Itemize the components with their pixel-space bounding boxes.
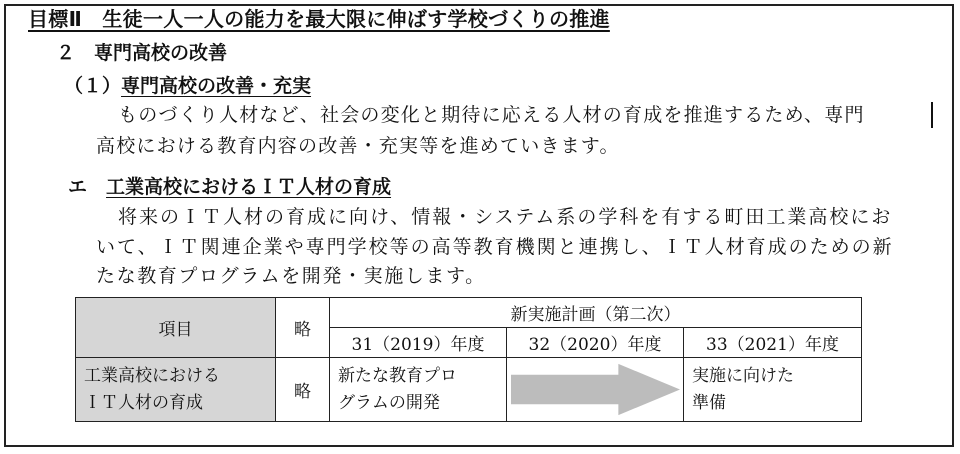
subsection-title: 専門高校の改善・充実 [121, 75, 312, 97]
item-text-line-3: たな教育プログラムを開発・実施します。 [96, 265, 486, 287]
row-2019-line-2: グラムの開発 [338, 392, 440, 413]
row-2020-cell [507, 358, 684, 422]
item-heading [68, 178, 391, 197]
row-2021-cell [684, 358, 862, 422]
row-2019-cell [330, 358, 507, 422]
header-plan: 新実施計画（第二次） [330, 298, 862, 328]
subsection-text-line-2: 高校における教育内容の改善・充実等を進めていきます。 [96, 135, 620, 157]
header-year-2020: 32（2020）年度 [507, 328, 684, 358]
section-heading: ２ 専門高校の改善 [56, 42, 228, 64]
row-abbr: 略 [276, 358, 330, 422]
item-text-line-2: いて、ＩＴ関連企業や専門学校等の高等教育機関と連携し、ＩＴ人材育成のための新 [96, 236, 894, 258]
plan-table [75, 297, 862, 422]
row-item-line-1: 工業高校における [84, 366, 220, 387]
item-title: 工業高校におけるＩＴ人材の育成 [106, 176, 392, 198]
item-label: エ [68, 176, 88, 198]
subsection-heading [64, 77, 311, 96]
goal-heading: 目標Ⅱ 生徒一人一人の能力を最大限に伸ばす学校づくりの推進 [28, 7, 610, 31]
header-year-2019: 31（2019）年度 [330, 328, 507, 358]
row-item-cell [76, 358, 276, 422]
text-cursor [931, 102, 933, 128]
row-item-line-2: ＩＴ人材の育成 [84, 392, 203, 413]
header-year-2021: 33（2021）年度 [684, 328, 862, 358]
row-2021-line-2: 準備 [692, 392, 726, 413]
row-2021-line-1: 実施に向けた [692, 366, 794, 387]
header-abbr: 略 [276, 298, 330, 358]
subsection-number: （１） [64, 75, 122, 97]
header-item: 項目 [76, 298, 276, 358]
progress-arrow-icon [507, 358, 683, 421]
subsection-text-line-1: ものづくり人材など、社会の変化と期待に応える人材の育成を推進するため、専門 [118, 104, 865, 126]
item-text-line-1: 将来のＩＴ人材の育成に向け、情報・システム系の学科を有する町田工業高校にお [118, 206, 893, 228]
row-2019-line-1: 新たな教育プロ [338, 366, 457, 387]
